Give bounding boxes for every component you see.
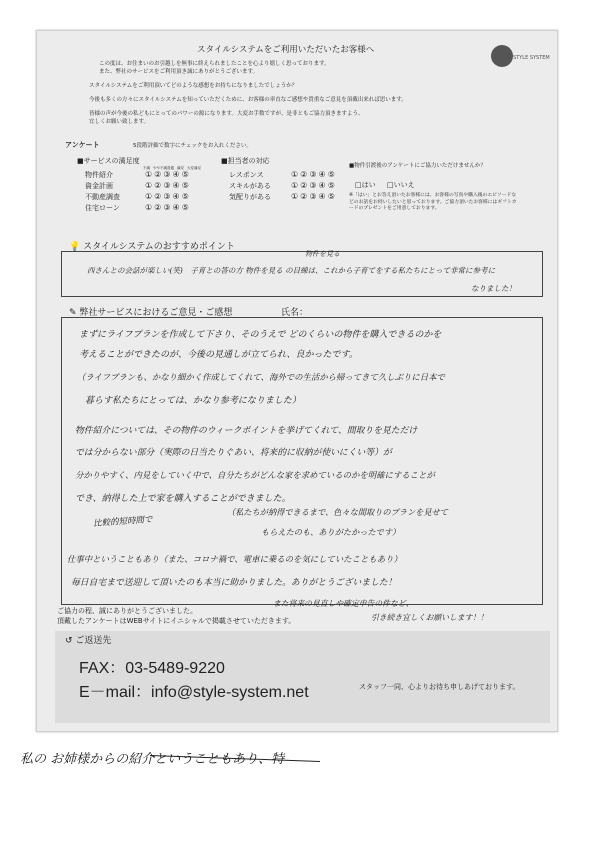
- company-logo-icon: [491, 45, 513, 67]
- email-address[interactable]: info@style-system.net: [151, 684, 309, 701]
- contact-title: [65, 637, 111, 646]
- handwritten-recommend: 西さんとの会話が楽しい(笑) 子育との答の方 物件を見る の目線は、これから子育てをする私たちにとって非常に参考に: [87, 266, 495, 275]
- bulb-icon: 💡: [69, 242, 81, 252]
- rating-checkbox-row[interactable]: ①②③④⑤: [291, 181, 337, 190]
- closing-thanks: ご協力の程、誠にありがとうございました。: [57, 607, 197, 615]
- handwritten-recommend: なりました！: [471, 284, 516, 293]
- survey-title: アンケート: [65, 141, 100, 149]
- scale-label: 普通: [167, 166, 174, 170]
- handwritten-opinion: 分かりやすく、内見をしていく中で、自分たちがどんな家を求めているのかを明確にすることが: [75, 470, 435, 480]
- section-heading: ■サービスの満足度: [77, 157, 140, 165]
- handwritten-opinion: 仕事中ということもあり（また、コロナ禍で、電車に乗るのを気にしていたこともあり）: [67, 554, 402, 564]
- intro-line: 皆様の声が今後の私どもにとってのパワーの源になります。大変お手数ですが、是非ともご協力頂きますよう、: [89, 111, 364, 117]
- handwritten-opinion: でき、納得した上で家を購入することができました。: [75, 494, 291, 504]
- survey-item: 気配りがある: [229, 193, 271, 201]
- rating-checkbox-row[interactable]: ①②③④⑤: [145, 192, 191, 201]
- handwritten-opinion: 物件紹介については、その物件のウィークポイントを挙げてくれて、間取りを見ただけ: [75, 426, 418, 436]
- followup-question: ■物件引渡後のアンケートにご協力いただけませんか？: [349, 163, 486, 169]
- intro-line: また、弊社のサービスをご利用頂き誠にありがとうございます。: [99, 69, 259, 75]
- handwritten-closing: また将来の見直しや確定申告の件など、: [273, 599, 414, 608]
- intro-line: 今後も多くの方々にスタイルシステムを知っていただくために、お客様の率直なご感想や貴重なご意見を頂戴出来れば思います。: [89, 97, 407, 103]
- handwritten-opinion: では分からない部分（実際の日当たりぐあい、将来的に収納が使いにくい等）が: [75, 448, 392, 458]
- staff-message: スタッフ一同、心よりお待ち申しあげております。: [359, 683, 520, 691]
- handwritten-opinion: 考えることができたのが、今後の見通しが立てられ、良かったです。: [79, 350, 358, 360]
- rating-checkbox-row[interactable]: ①②③④⑤: [145, 181, 191, 190]
- contact-panel: [55, 631, 550, 723]
- handwritten-closing: 引き続き宜しくお願いします！！: [371, 613, 488, 622]
- contact-title-text: ご返送先: [75, 636, 112, 646]
- fax-line: [79, 655, 225, 678]
- followup-no-checkbox[interactable]: □いいえ: [387, 181, 415, 189]
- scale-label: やや不満: [153, 166, 167, 170]
- fax-label: FAX：: [79, 660, 126, 677]
- survey-sheet: [36, 30, 558, 732]
- survey-note: 5段階評価で数字にチェックをお入れください。: [133, 143, 252, 149]
- rating-checkbox-row[interactable]: ①②③④⑤: [291, 170, 337, 179]
- header-title: スタイルシステムをご利用いただいたお客様へ: [197, 45, 375, 55]
- closing-web-note: 頂戴したアンケートはWEBサイトにイニシャルで掲載させていただきます。: [57, 617, 296, 625]
- scale-label: 不満: [143, 166, 150, 170]
- intro-line: 宜しくお願い致します。: [89, 119, 150, 125]
- handwritten-insert: 物件を見る: [305, 250, 340, 258]
- scale-label: 大変満足: [187, 166, 201, 170]
- rating-checkbox-row[interactable]: ①②③④⑤: [145, 170, 191, 179]
- survey-item: スキルがある: [229, 182, 271, 190]
- handwritten-opinion: 比較的短時間で: [92, 514, 153, 530]
- handwritten-opinion: 暮らす私たちにとっては、かなり参考になりました）: [85, 396, 301, 406]
- survey-item: 不動産調査: [85, 193, 120, 201]
- rating-checkbox-row[interactable]: ①②③④⑤: [145, 203, 191, 212]
- handwritten-opinion: もらえたのも、ありがたかったです）: [261, 527, 401, 537]
- footer-handwritten: 私の お姉様からの紹介ということもあり、特: [20, 752, 285, 767]
- scale-label: 満足: [177, 166, 184, 170]
- survey-item: 住宅ローン: [85, 204, 120, 212]
- return-arrow-icon: ↺: [65, 636, 73, 646]
- section-heading: ■担当者の対応: [221, 157, 270, 165]
- logo-text: STYLE SYSTEM: [513, 55, 550, 61]
- handwritten-opinion: まずにライフプランを作成して下さり、そのうえで どのくらいの物件を購入できるのかを: [79, 330, 442, 340]
- handwritten-opinion: （ライフプランも、かなり細かく作成してくれて、海外での生活から帰ってきて久しぶりに日本で: [77, 372, 445, 382]
- recommend-title-text: スタイルシステムのおすすめポイント: [83, 242, 235, 252]
- survey-item: 資金計画: [85, 182, 113, 190]
- handwritten-opinion: 毎日自宅まで送迎して頂いたのも本当に助かりました。ありがとうございました！: [71, 578, 397, 588]
- survey-item: レスポンス: [229, 171, 264, 179]
- survey-item: 物件紹介: [85, 171, 113, 179]
- name-label: 氏名：: [281, 308, 309, 318]
- followup-description: ※「はい」とお答え頂いたお客様には、お客様の写真や購入後のエピソードなどのお話をお伺いしたいと思っております。ご協力頂いたお客様にはギフトカードのプレゼントをご用意しております。: [349, 193, 517, 211]
- intro-line: この度は、お住まいのお引越しを無事に終えられましたことを心より嬉しく思っております。: [99, 61, 330, 67]
- opinion-title-text: 弊社サービスにおけるご意見・ご感想: [79, 308, 233, 318]
- handwritten-opinion: （私たちが納得できるまで、色々な間取りのプランを見せて: [227, 507, 448, 517]
- intro-line: スタイルシステムをご利用頂いてどのような感想をお持ちになりましたでしょうか？: [89, 83, 298, 89]
- email-line: [79, 679, 309, 702]
- email-label: E－mail：: [79, 684, 152, 701]
- fax-number: 03-5489-9220: [125, 660, 225, 677]
- rating-checkbox-row[interactable]: ①②③④⑤: [291, 192, 337, 201]
- chat-bubble-icon: ✎: [69, 308, 77, 318]
- followup-yes-checkbox[interactable]: □はい: [355, 181, 376, 189]
